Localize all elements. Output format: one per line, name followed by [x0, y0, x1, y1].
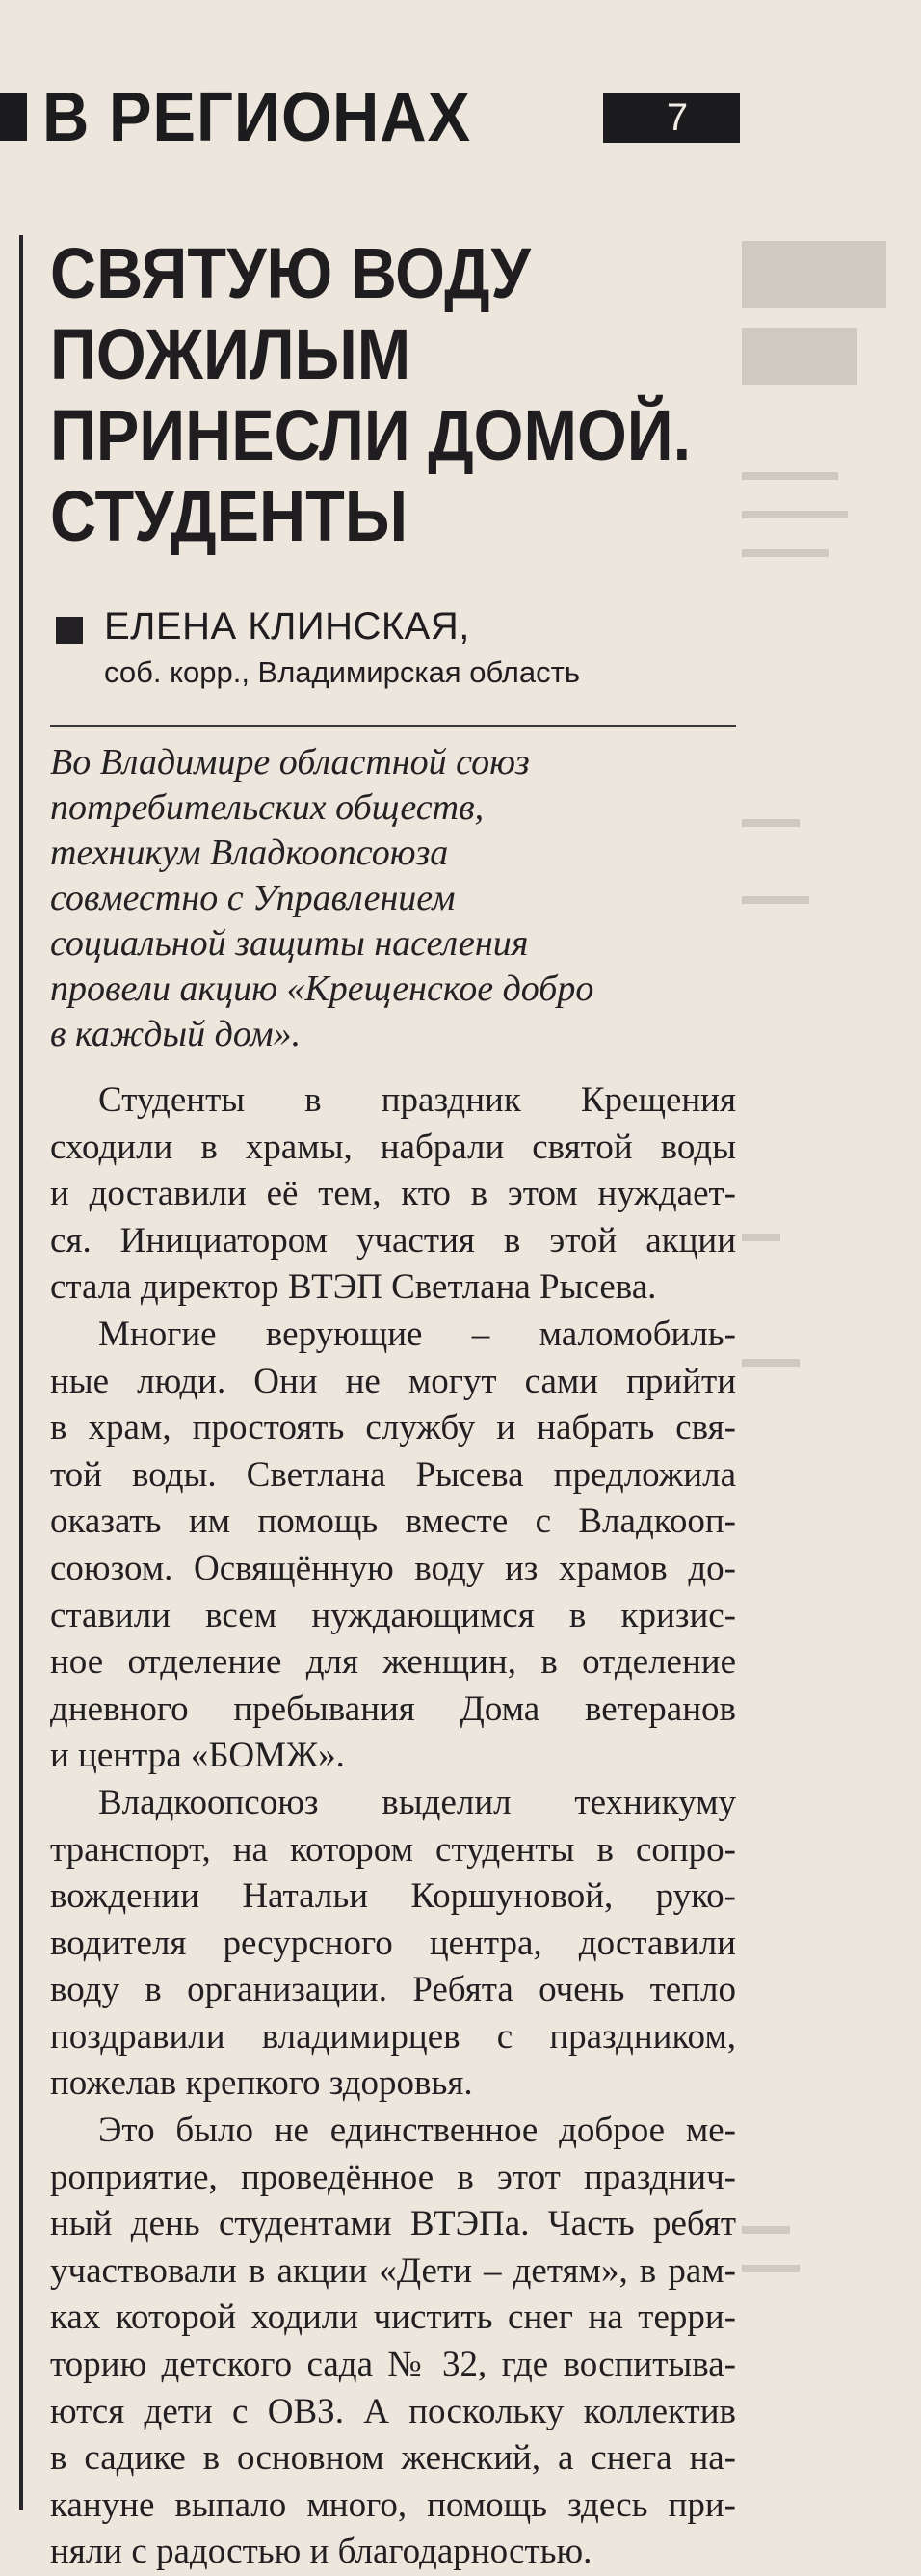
page-number: 7	[666, 96, 689, 139]
body-line: пожелав крепкого здоровья.	[50, 2063, 473, 2104]
body-line: и доставили её тем, кто в этом нуждает-	[50, 1174, 736, 1214]
body-paragraph	[50, 1312, 736, 1780]
body-line: поздравили владимирцев с праздником,	[50, 2016, 736, 2057]
section-title: В РЕГИОНАХ	[42, 79, 472, 156]
body-line: Владкоопсоюз выделил техникуму	[98, 1782, 736, 1822]
section-rubric	[0, 79, 921, 156]
headline-line: СВЯТУЮ ВОДУ	[50, 233, 531, 313]
body-paragraph	[50, 1077, 736, 1312]
body-line: в храм, простоять службу и набрать свя-	[50, 1408, 736, 1448]
body-line: и центра «БОМЖ».	[50, 1736, 345, 1776]
headline-line: СТУДЕНТЫ	[50, 476, 408, 556]
lead-line: социальной защиты населения	[50, 923, 529, 964]
body-line: ставили всем нуждающимся в кризис-	[50, 1595, 736, 1635]
body-line: водителя ресурсного центра, доставили	[50, 1923, 736, 1963]
byline-divider	[50, 725, 736, 727]
author-role: соб. корр., Владимирская область	[104, 655, 580, 689]
body-paragraph	[50, 2108, 736, 2576]
body-line: ное отделение для женщин, в отделение	[50, 1642, 736, 1683]
body-line: союзом. Освящённую воду из храмов до-	[50, 1548, 736, 1588]
body-line: роприятие, проведённое в этот празднич-	[50, 2157, 736, 2197]
body-line: стала директор ВТЭП Светлана Рысева.	[50, 1267, 657, 1308]
body-line: няли с радостью и благодарностью.	[50, 2532, 592, 2572]
body-line: той воды. Светлана Рысева предложила	[50, 1454, 736, 1495]
lead-line: техникум Владкоопсоюза	[50, 833, 449, 873]
body-line: дневного пребывания Дома ветеранов	[50, 1688, 736, 1729]
article-body	[50, 1077, 736, 2576]
lead-line: провели акцию «Крещенское добро	[50, 969, 594, 1009]
body-line: Это было не единственное доброе ме-	[98, 2111, 736, 2151]
headline-line: ПРИНЕСЛИ ДОМОЙ.	[50, 395, 692, 475]
body-line: Студенты в праздник Крещения	[98, 1080, 736, 1120]
body-line: Многие верующие – маломобиль-	[98, 1314, 736, 1354]
body-line: вождении Натальи Коршуновой, руко-	[50, 1876, 736, 1917]
body-line: ные люди. Они не могут сами прийти	[50, 1361, 736, 1401]
body-line: оказать им помощь вместе с Владкооп-	[50, 1501, 736, 1542]
adjacent-column-bleed	[742, 222, 921, 2525]
rubric-marker	[0, 93, 27, 141]
author-name: ЕЛЕНА КЛИНСКАЯ,	[104, 605, 470, 648]
body-line: ках которой ходили чистить снег на терри-	[50, 2297, 736, 2338]
lead-line: Во Владимире областной союз	[50, 742, 530, 783]
article-lead	[50, 740, 736, 1057]
body-line: в садике в основном женский, а снега на-	[50, 2438, 736, 2479]
body-line: транспорт, на котором студенты в сопро-	[50, 1829, 736, 1870]
body-line: кануне выпало много, помощь здесь при-	[50, 2484, 736, 2525]
body-line: ются дети с ОВЗ. А поскольку коллектив	[50, 2391, 736, 2431]
lead-line: потребительских обществ,	[50, 787, 485, 828]
body-line: ся. Инициатором участия в этой акции	[50, 1220, 736, 1261]
body-paragraph	[50, 1780, 736, 2108]
article-headline	[50, 233, 692, 557]
headline-line: ПОЖИЛЫМ	[50, 314, 411, 394]
body-line: ный день студентами ВТЭПа. Часть ребят	[50, 2204, 736, 2244]
body-line: сходили в храмы, набрали святой воды	[50, 1127, 736, 1167]
body-line: воду в организации. Ребята очень тепло	[50, 1970, 736, 2010]
body-line: участвовали в акции «Дети – детям», в рам-	[50, 2250, 736, 2291]
lead-line: в каждый дом».	[50, 1014, 302, 1054]
lead-line: совместно с Управлением	[50, 878, 456, 918]
body-line: торию детского сада № 32, где воспитыва-	[50, 2345, 736, 2385]
column-rule	[19, 235, 23, 2510]
byline-marker	[56, 617, 83, 644]
